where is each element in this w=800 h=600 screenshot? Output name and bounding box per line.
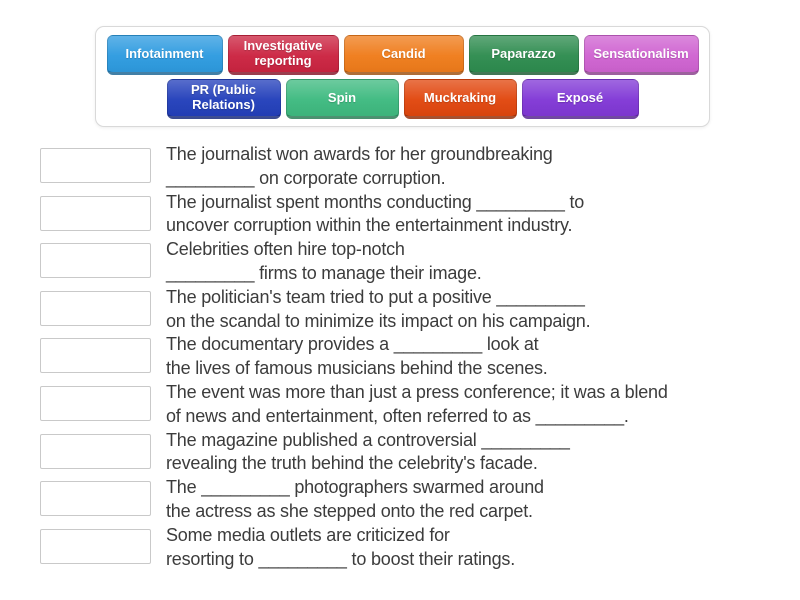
question-line: revealing the truth behind the celebrity's facade.	[166, 453, 538, 474]
word-bank-row-1	[107, 35, 699, 75]
question-line: _________ firms to manage their image.	[166, 262, 482, 283]
word-tile-label: Muckraking	[423, 89, 497, 105]
question-line: _________ on corporate corruption.	[166, 167, 446, 188]
question-text	[166, 191, 584, 239]
question-line: uncover corruption within the entertainment industry.	[166, 215, 573, 236]
answer-slot-8[interactable]	[40, 481, 151, 516]
question-row	[40, 238, 668, 286]
answer-slot-7[interactable]	[40, 434, 151, 469]
question-line: Some media outlets are criticized for	[166, 524, 450, 545]
question-line: The event was more than just a press conference; it was a blend	[166, 381, 668, 402]
question-line: on the scandal to minimize its impact on his campaign.	[166, 310, 591, 331]
word-tile-paparazzo[interactable]	[469, 35, 579, 75]
word-tile-label: Sensationalism	[593, 45, 689, 61]
word-tile-pr-public-relations[interactable]	[167, 79, 281, 119]
word-bank-row-2	[167, 79, 639, 119]
word-tile-label: PR (Public Relations)	[190, 82, 256, 112]
question-text	[166, 238, 482, 286]
question-row	[40, 191, 668, 239]
question-row	[40, 429, 668, 477]
word-tile-muckraking[interactable]	[404, 79, 517, 119]
question-text	[166, 333, 548, 381]
question-line: The _________ photographers swarmed around	[166, 477, 544, 498]
question-text	[166, 429, 570, 477]
word-tile-label: Paparazzo	[491, 45, 556, 61]
word-tile-spin[interactable]	[286, 79, 399, 119]
word-tile-label: Infotainment	[125, 45, 204, 61]
question-row	[40, 286, 668, 334]
question-text	[166, 143, 553, 191]
question-line: The journalist spent months conducting _________ to	[166, 191, 585, 212]
question-row	[40, 143, 668, 191]
question-line: the lives of famous musicians behind the scenes.	[166, 358, 548, 379]
question-line: Celebrities often hire top-notch	[166, 239, 405, 260]
question-line: of news and entertainment, often referred to as _________.	[166, 405, 629, 426]
word-tile-label: Spin	[327, 89, 357, 105]
answer-slot-4[interactable]	[40, 291, 151, 326]
question-text	[166, 524, 515, 572]
question-list	[40, 143, 668, 571]
question-text	[166, 476, 544, 524]
word-bank	[95, 26, 710, 127]
word-tile-sensationalism[interactable]	[584, 35, 699, 75]
word-tile-infotainment[interactable]	[107, 35, 223, 75]
question-row	[40, 333, 668, 381]
answer-slot-1[interactable]	[40, 148, 151, 183]
question-line: The magazine published a controversial _________	[166, 429, 570, 450]
question-text	[166, 286, 590, 334]
word-tile-investigative-reporting[interactable]	[228, 35, 339, 75]
question-line: The politician's team tried to put a positive _________	[166, 286, 585, 307]
question-row	[40, 524, 668, 572]
question-text	[166, 381, 668, 429]
answer-slot-2[interactable]	[40, 196, 151, 231]
word-tile-candid[interactable]	[344, 35, 464, 75]
question-row	[40, 381, 668, 429]
question-line: resorting to _________ to boost their ratings.	[166, 548, 516, 569]
word-tile-expose[interactable]	[522, 79, 639, 119]
answer-slot-9[interactable]	[40, 529, 151, 564]
question-row	[40, 476, 668, 524]
question-line: The journalist won awards for her groundbreaking	[166, 144, 553, 164]
question-line: The documentary provides a _________ look at	[166, 334, 539, 355]
answer-slot-6[interactable]	[40, 386, 151, 421]
answer-slot-5[interactable]	[40, 338, 151, 373]
word-tile-label: Candid	[381, 45, 426, 61]
question-line: the actress as she stepped onto the red carpet.	[166, 500, 533, 521]
word-tile-label: Investigative reporting	[243, 38, 323, 68]
word-tile-label: Exposé	[556, 89, 604, 105]
answer-slot-3[interactable]	[40, 243, 151, 278]
